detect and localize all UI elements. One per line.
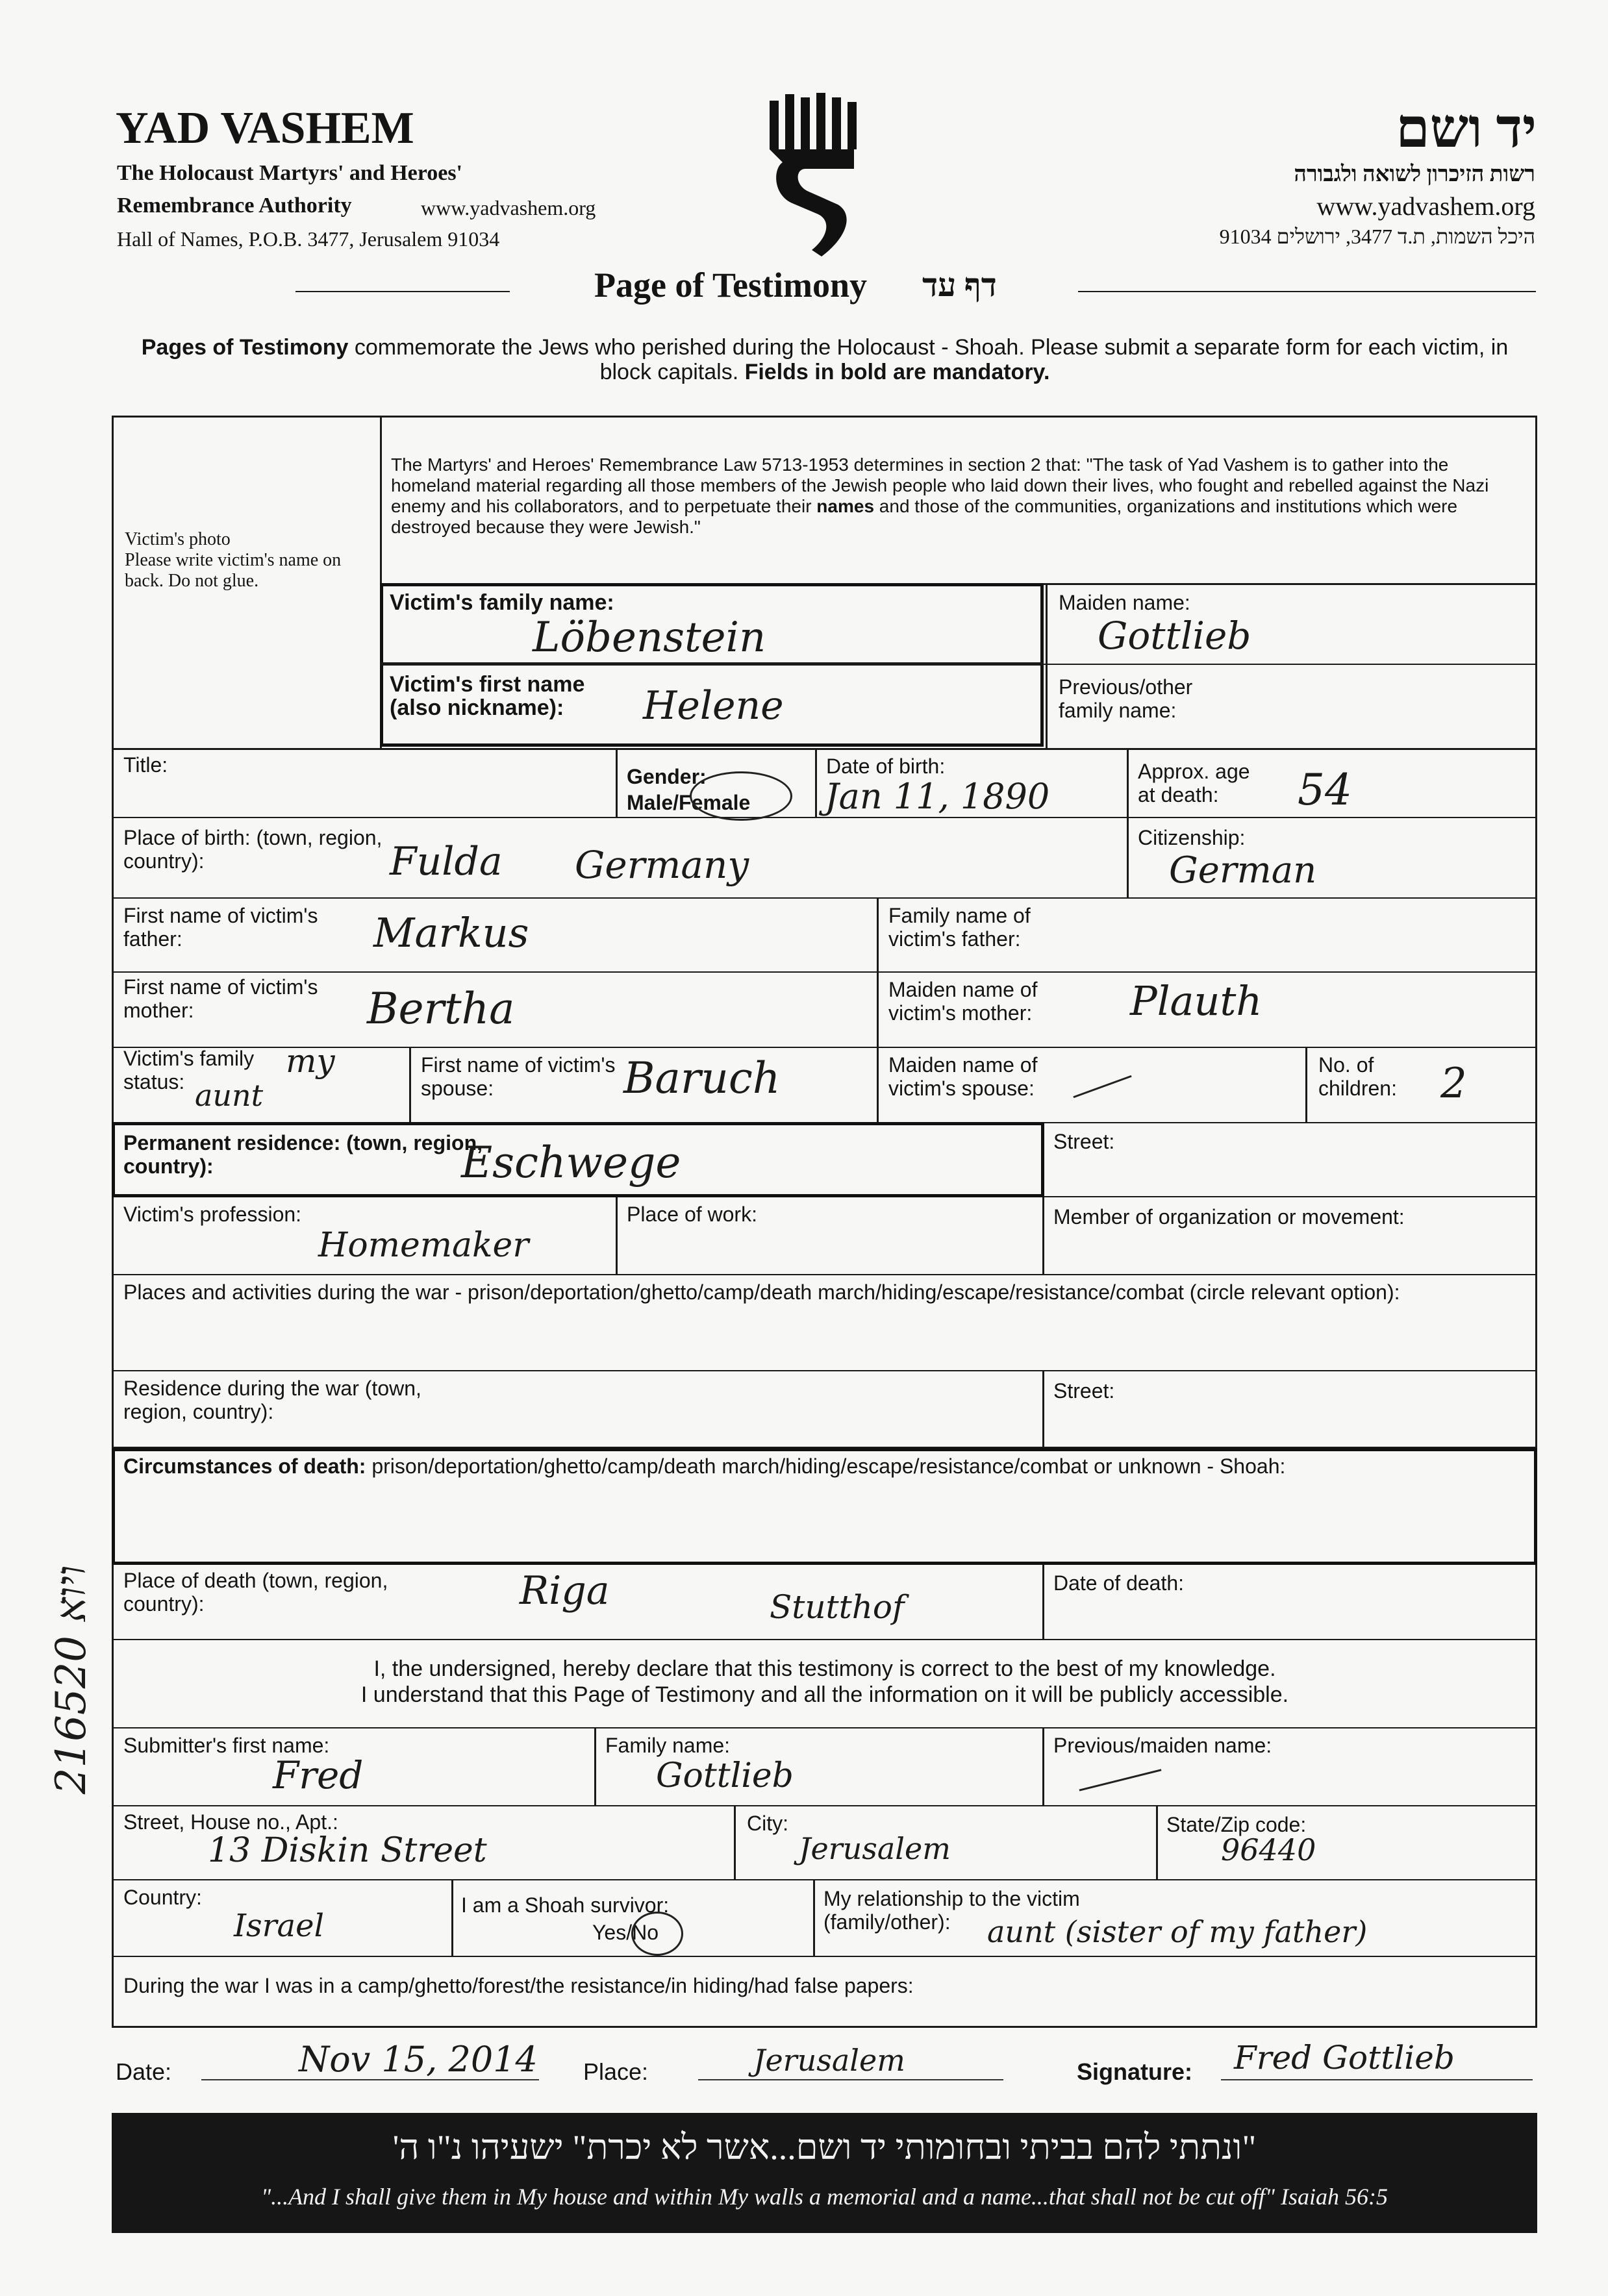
submitter-first-name-label: Submitter's first name: bbox=[123, 1734, 330, 1757]
circumstances-death-label: Circumstances of death: bbox=[123, 1454, 366, 1478]
place-of-death-label: Place of death (town, region, country): bbox=[123, 1569, 388, 1616]
relationship-label: My relationship to the victim (family/other): bbox=[823, 1887, 1080, 1934]
org-address: Hall of Names, P.O.B. 3477, Jerusalem 91034 bbox=[117, 227, 500, 251]
place-label: Place: bbox=[583, 2058, 649, 2085]
photo-placeholder[interactable] bbox=[125, 529, 371, 592]
permanent-residence-label: Permanent residence: (town, region, country): bbox=[123, 1131, 483, 1178]
spouse-maiden-name-label: Maiden name of victim's spouse: bbox=[888, 1053, 1038, 1100]
date-of-birth-label: Date of birth: bbox=[826, 755, 946, 778]
banner-english-quote: "...And I shall give them in My house and within My walls a memorial and a name...that shall not be cut off" Isaiah 56:5 bbox=[260, 2184, 1388, 2210]
mother-first-name-label: First name of victim's mother: bbox=[123, 975, 318, 1022]
org-subtitle-2: Remembrance Authority bbox=[117, 193, 352, 218]
street-label: Street: bbox=[1053, 1130, 1115, 1153]
spouse-first-name-label: First name of victim's spouse: bbox=[421, 1053, 616, 1100]
place-value[interactable]: Jerusalem bbox=[753, 2043, 905, 2078]
survivor-no-circle bbox=[631, 1912, 683, 1956]
citizenship-value[interactable]: German bbox=[1169, 849, 1317, 892]
place-of-death-camp[interactable]: Stutthof bbox=[770, 1588, 905, 1626]
yad-vashem-logo bbox=[757, 88, 873, 269]
relationship-value[interactable]: aunt (sister of my father) bbox=[987, 1914, 1368, 1949]
date-of-birth-value[interactable]: Jan 11, 1890 bbox=[825, 776, 1050, 817]
intro-body: commemorate the Jews who perished during the Holocaust - Shoah. Please submit a separate form for each victim, in block capitals. bbox=[348, 335, 1509, 384]
approx-age-value[interactable]: 54 bbox=[1298, 765, 1352, 815]
member-organization-label: Member of organization or movement: bbox=[1053, 1205, 1405, 1229]
submitter-family-name-label: Family name: bbox=[605, 1734, 731, 1757]
signature-value[interactable]: Fred Gottlieb bbox=[1234, 2039, 1455, 2077]
father-family-name-label: Family name of victim's father: bbox=[888, 904, 1031, 951]
signature-label: Signature: bbox=[1077, 2058, 1193, 2085]
declaration-line-2: I understand that this Page of Testimony and all the information on it will be publicly accessible. bbox=[360, 1682, 1289, 1707]
during-war-label: During the war I was in a camp/ghetto/forest/the resistance/in hiding/had false papers: bbox=[123, 1974, 914, 1997]
submitter-first-name-value[interactable]: Fred bbox=[273, 1753, 364, 1797]
photo-caption: Victim's photo bbox=[125, 529, 231, 549]
hebrew-org-name: יד ושם bbox=[1396, 99, 1537, 159]
intro-mandatory: Fields in bold are mandatory. bbox=[744, 360, 1050, 384]
children-count-value[interactable]: 2 bbox=[1440, 1060, 1467, 1108]
mother-maiden-name-label: Maiden name of victim's mother: bbox=[888, 978, 1038, 1025]
submitter-city-value[interactable]: Jerusalem bbox=[799, 1831, 951, 1866]
family-status-value-2[interactable]: aunt bbox=[195, 1078, 264, 1113]
victim-first-name-value[interactable]: Helene bbox=[643, 683, 784, 729]
submitter-street-label: Street, House no., Apt.: bbox=[123, 1810, 338, 1834]
intro-lead: Pages of Testimony bbox=[141, 335, 349, 360]
survivor-options[interactable]: Yes/No bbox=[592, 1921, 659, 1944]
survivor-label: I am a Shoah survivor: bbox=[461, 1893, 670, 1917]
website: www.yadvashem.org bbox=[421, 196, 596, 219]
footer-banner bbox=[112, 2113, 1537, 2233]
hebrew-org-subtitle: רשות הזיכרון לשואה ולגבורה bbox=[1294, 162, 1535, 186]
place-of-work-label: Place of work: bbox=[627, 1203, 757, 1226]
father-first-name-value[interactable]: Markus bbox=[373, 909, 529, 956]
victim-first-name-label: Victim's first name (also nickname): bbox=[390, 672, 585, 720]
date-label: Date: bbox=[116, 2058, 172, 2085]
signature-underline bbox=[1221, 2079, 1533, 2080]
place-of-death-city[interactable]: Riga bbox=[520, 1568, 610, 1614]
approx-age-label: Approx. age at death: bbox=[1138, 760, 1250, 806]
submitter-city-label: City: bbox=[747, 1812, 788, 1835]
place-of-birth-label: Place of birth: (town, region, country): bbox=[123, 826, 383, 873]
maiden-name-value[interactable]: Gottlieb bbox=[1098, 614, 1251, 658]
margin-archive-number: ויוא 216520 bbox=[47, 1565, 95, 1795]
mother-first-name-value[interactable]: Bertha bbox=[367, 984, 515, 1034]
date-value[interactable]: Nov 15, 2014 bbox=[299, 2039, 538, 2080]
org-name: YAD VASHEM bbox=[116, 103, 414, 153]
org-subtitle-1: The Holocaust Martyrs' and Heroes' bbox=[117, 161, 462, 185]
law-text-c: and those of the communities, organizations and institutions which were destroyed because they were Jewish." bbox=[391, 496, 1458, 537]
intro-text bbox=[117, 335, 1533, 384]
victim-family-name-label: Victim's family name: bbox=[390, 590, 614, 615]
submitter-zip-label: State/Zip code: bbox=[1166, 1813, 1307, 1836]
mother-maiden-name-value[interactable]: Plauth bbox=[1130, 977, 1263, 1025]
profession-label: Victim's profession: bbox=[123, 1203, 302, 1226]
circumstances-death bbox=[123, 1454, 1526, 1478]
war-residence-label: Residence during the war (town, region, country): bbox=[123, 1377, 421, 1423]
submitter-family-name-value[interactable]: Gottlieb bbox=[656, 1756, 794, 1795]
submitter-zip-value[interactable]: 96440 bbox=[1221, 1832, 1316, 1867]
spouse-first-name-value[interactable]: Baruch bbox=[623, 1053, 781, 1103]
war-street-label: Street: bbox=[1053, 1379, 1115, 1403]
citizenship-label: Citizenship: bbox=[1138, 826, 1246, 849]
law-text-names: names bbox=[816, 496, 875, 516]
title-label: Title: bbox=[123, 753, 168, 777]
date-of-death-label: Date of death: bbox=[1053, 1571, 1185, 1595]
hebrew-website: www.yadvashem.org bbox=[1316, 192, 1535, 221]
declaration-line-1: I, the undersigned, hereby declare that this testimony is correct to the best of my knowledge. bbox=[373, 1656, 1276, 1681]
previous-maiden-name-dash bbox=[1079, 1769, 1162, 1791]
profession-value[interactable]: Homemaker bbox=[318, 1226, 529, 1265]
gender-female-circle bbox=[690, 771, 792, 821]
victim-family-name-value[interactable]: Löbenstein bbox=[533, 614, 766, 662]
maiden-name-label: Maiden name: bbox=[1059, 591, 1190, 614]
war-places-label: Places and activities during the war - prison/deportation/ghetto/camp/death march/hiding/escape/resistance/combat (circle relevant option): bbox=[123, 1280, 1400, 1304]
submitter-street-value[interactable]: 13 Diskin Street bbox=[208, 1831, 487, 1870]
previous-family-name-label: Previous/other family name: bbox=[1059, 675, 1193, 722]
page-title: Page of Testimony bbox=[594, 266, 868, 305]
place-of-birth-country[interactable]: Germany bbox=[575, 843, 749, 887]
law-text bbox=[391, 455, 1524, 538]
children-count-label: No. of children: bbox=[1318, 1053, 1397, 1100]
place-of-birth-town[interactable]: Fulda bbox=[390, 839, 503, 884]
declaration bbox=[117, 1656, 1533, 1708]
family-status-label: Victim's family status: bbox=[123, 1047, 255, 1093]
banner-hebrew-quote: "ונתתי להם בביתי ובחומותי יד ושם...אשר לא יכרת" ישעיהו נ"ו ה' bbox=[392, 2128, 1257, 2167]
father-first-name-label: First name of victim's father: bbox=[123, 904, 318, 951]
submitter-country-label: Country: bbox=[123, 1886, 202, 1909]
gender-label: Gender: bbox=[627, 765, 707, 788]
previous-maiden-name-label: Previous/maiden name: bbox=[1053, 1734, 1272, 1757]
photo-instructions: Please write victim's name on back. Do not glue. bbox=[125, 550, 342, 591]
hebrew-address: היכל השמות, ת.ד 3477, ירושלים 91034 bbox=[1219, 225, 1535, 248]
circumstances-death-options: prison/deportation/ghetto/camp/death march/hiding/escape/resistance/combat or unknown - Shoah: bbox=[366, 1454, 1286, 1478]
permanent-residence-value[interactable]: Eschwege bbox=[461, 1138, 681, 1188]
gender-options[interactable]: Male/Female bbox=[627, 791, 751, 814]
page-title-hebrew: דף עד bbox=[922, 267, 997, 303]
title-rule-right bbox=[1078, 291, 1536, 292]
law-text-a: The Martyrs' and Heroes' Remembrance Law 5713-1953 determines in section 2 that: "The task of Yad Vashem is to gather into the homeland material regarding all those members of the Jewish people who laid down their lives, who fought and rebelled against the Nazi enemy and his collaborators, and to perpetuate their bbox=[391, 455, 1489, 516]
title-rule-left bbox=[295, 291, 510, 292]
submitter-country-value[interactable]: Israel bbox=[234, 1908, 324, 1944]
place-underline bbox=[698, 2079, 1003, 2080]
family-status-value-1[interactable]: my bbox=[286, 1042, 335, 1080]
